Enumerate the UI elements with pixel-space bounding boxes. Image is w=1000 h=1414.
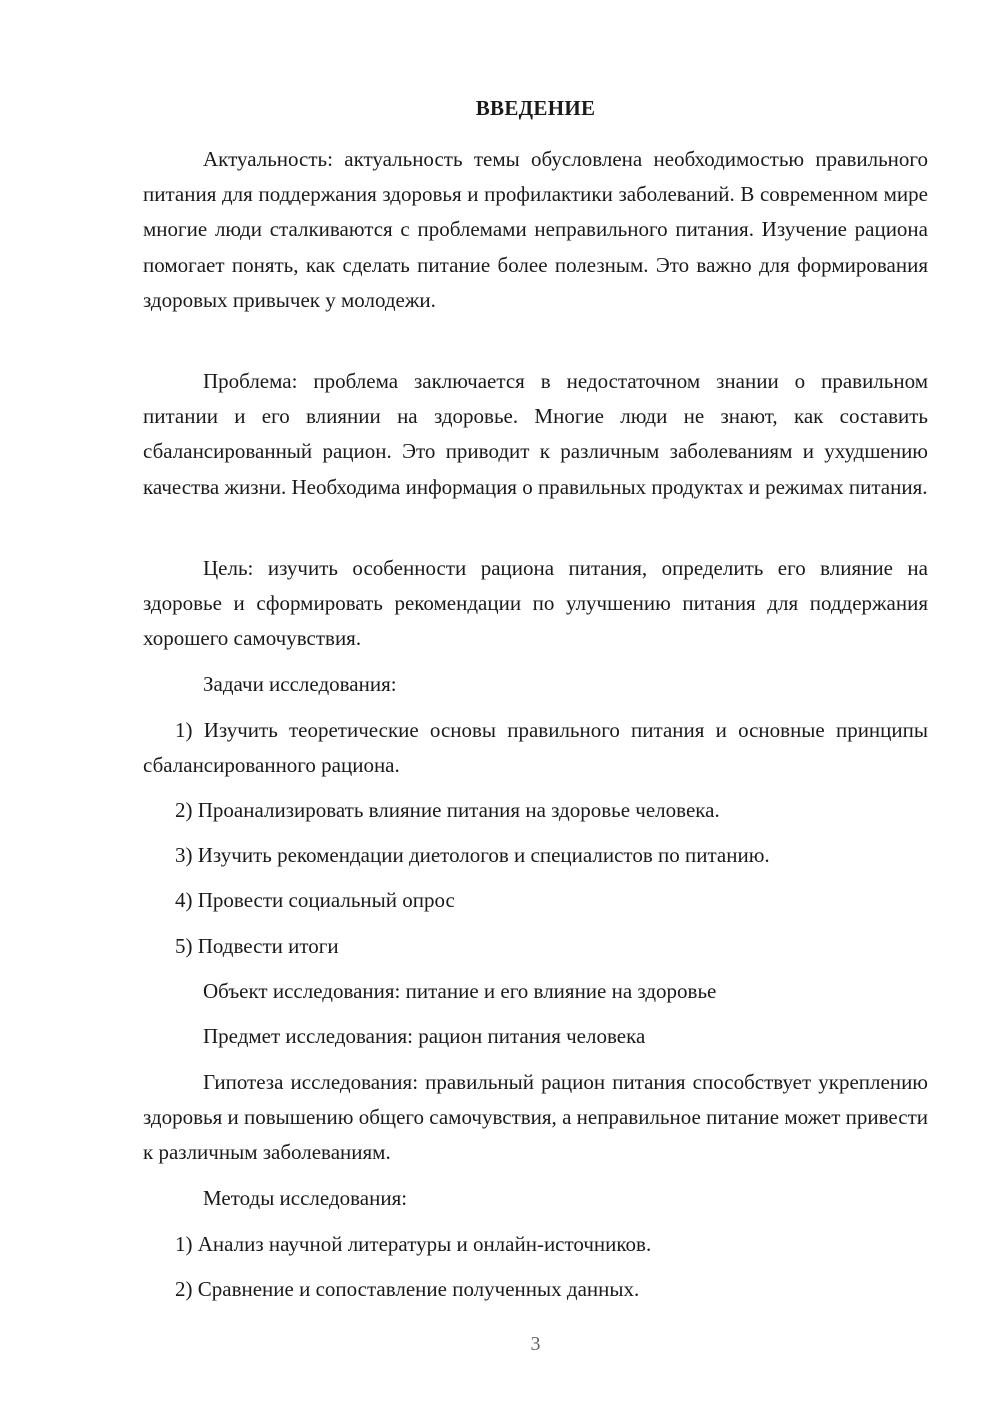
- task-item-5: 5) Подвести итоги: [175, 934, 339, 958]
- task-item-3: 3) Изучить рекомендации диетологов и специалистов по питанию.: [175, 843, 770, 867]
- goal-paragraph: Цель: изучить особенности рациона питания, определить его влияние на здоровье и сформировать рекомендации по улучшению питания для поддержания хорошего самочувствия.: [143, 556, 928, 651]
- page-number: 3: [530, 1333, 541, 1355]
- methods-heading: Методы исследования:: [203, 1186, 408, 1210]
- research-subject: Предмет исследования: рацион питания человека: [203, 1024, 646, 1048]
- relevance-paragraph: Актуальность: актуальность темы обусловлена необходимостью правильного питания для поддержания здоровья и профилактики заболеваний. В современном мире многие люди сталкиваются с проблемами неправильного питания. Изучение рациона помогает понять, как сделать питание более полезным. Это важно для формирования здоровых привычек у молодежи.: [143, 147, 928, 312]
- method-item-1: 1) Анализ научной литературы и онлайн-источников.: [175, 1232, 652, 1256]
- hypothesis-paragraph: Гипотеза исследования: правильный рацион питания способствует укреплению здоровья и повышению общего самочувствия, а неправильное питание может привести к различным заболеваниям.: [143, 1070, 928, 1165]
- section-heading: ВВЕДЕНИЕ: [475, 96, 596, 120]
- task-item-4: 4) Провести социальный опрос: [175, 888, 455, 912]
- problem-paragraph: Проблема: проблема заключается в недостаточном знании о правильном питании и его влиянии на здоровье. Многие люди не знают, как составить сбалансированный рацион. Это приводит к различным заболеваниям и ухудшению качества жизни. Необходима информация о правильных продуктах и режимах питания.: [143, 369, 928, 499]
- task-item-1: 1) Изучить теоретические основы правильного питания и основные принципы сбалансированного рациона.: [143, 718, 928, 778]
- task-item-2: 2) Проанализировать влияние питания на здоровье человека.: [175, 798, 720, 822]
- method-item-2: 2) Сравнение и сопоставление полученных данных.: [175, 1277, 640, 1301]
- tasks-heading: Задачи исследования:: [203, 672, 397, 696]
- research-object: Объект исследования: питание и его влияние на здоровье: [203, 979, 717, 1003]
